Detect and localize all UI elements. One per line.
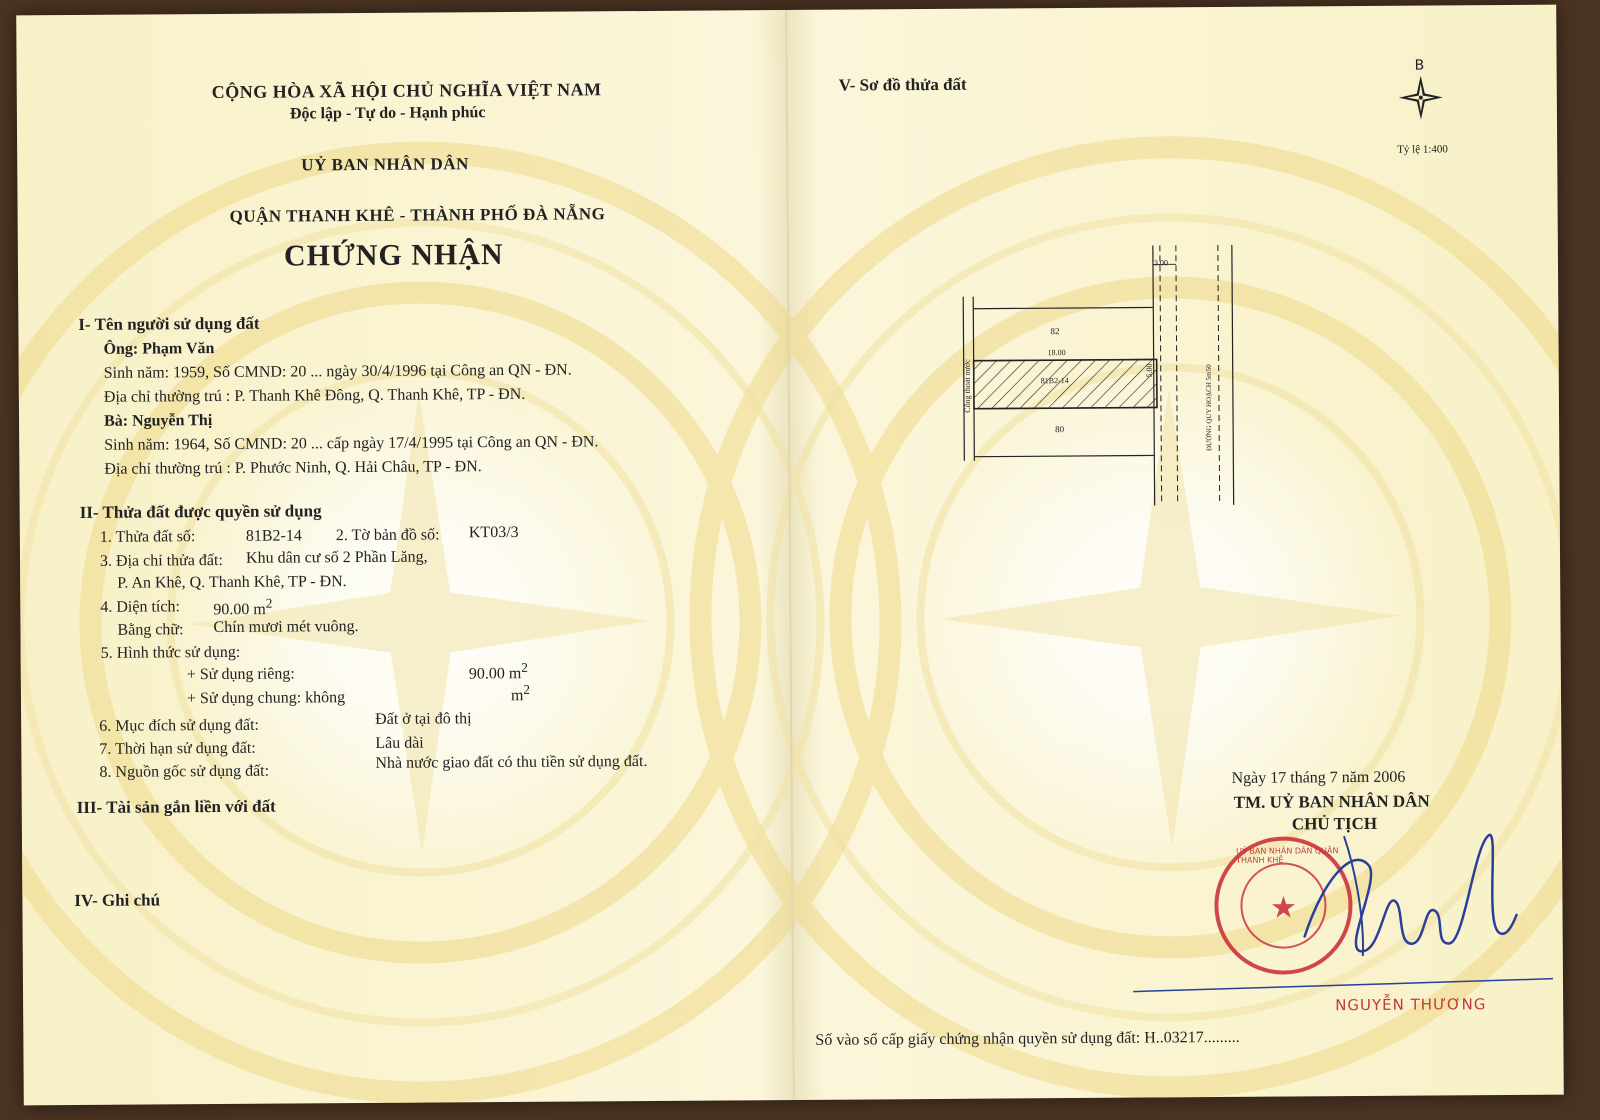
parcel-label: 1. Thửa đất số: bbox=[99, 528, 196, 546]
national-title: CỘNG HÒA XÃ HỘI CHỦ NGHĨA VIỆT NAM bbox=[211, 79, 602, 103]
private-use-value: 90.00 m bbox=[468, 665, 522, 683]
stamp-star-icon: ★ bbox=[1269, 891, 1298, 925]
parcel-value: 81B2-14 bbox=[245, 527, 302, 545]
registry-number: Số vào sổ cấp giấy chứng nhận quyền sử dụng đất: H..03217......... bbox=[815, 1028, 1240, 1049]
signature-underline bbox=[1133, 973, 1553, 996]
dim-depth: 5.00 bbox=[1144, 363, 1154, 378]
words-value: Chín mươi mét vuông. bbox=[213, 618, 359, 637]
authority: UỶ BAN NHÂN DÂN bbox=[301, 154, 469, 175]
certificate-page bbox=[16, 5, 1564, 1106]
map-value: KT03/3 bbox=[468, 523, 519, 542]
origin-value: Nhà nước giao đất có thu tiền sử dụng đất. bbox=[375, 753, 648, 772]
wife-row bbox=[104, 412, 212, 431]
purpose-label: 6. Mục đích sử dụng đất: bbox=[99, 716, 260, 735]
section-2-title: II- Thửa đất được quyền sử dụng bbox=[79, 501, 322, 522]
section-3-title: III- Tài sản gắn liền với đất bbox=[76, 796, 276, 817]
usage-form-label: 5. Hình thức sử dụng: bbox=[100, 643, 241, 662]
term-label: 7. Thời hạn sử dụng đất: bbox=[99, 739, 256, 758]
shared-use-value: m bbox=[510, 687, 524, 705]
origin-label: 8. Nguồn gốc sử dụng đất: bbox=[99, 762, 270, 781]
section-5-title: V- Sơ đồ thửa đất bbox=[838, 74, 967, 95]
motto: Độc lập - Tự do - Hạnh phúc bbox=[289, 104, 486, 123]
signature bbox=[1284, 805, 1525, 967]
signer-title: CHỦ TỊCH bbox=[1291, 813, 1378, 834]
signer-name: NGUYỄN THƯƠNG bbox=[1335, 995, 1487, 1015]
shared-use-label: + Sử dụng chung: không bbox=[186, 689, 346, 708]
private-use-label: + Sử dụng riêng: bbox=[186, 665, 295, 684]
dim-width: 18.00 bbox=[1047, 348, 1066, 358]
private-unit-sup: 2 bbox=[521, 659, 528, 675]
parcel-label-diagram: 81B2-14 bbox=[1040, 376, 1069, 386]
wife-label: Bà: bbox=[103, 412, 129, 430]
husband-address: Địa chỉ thường trú : P. Thanh Khê Đông, Q. Thanh Khê, TP - ĐN. bbox=[103, 385, 526, 406]
issue-date: Ngày 17 tháng 7 năm 2006 bbox=[1231, 768, 1406, 787]
shared-unit-sup: 2 bbox=[523, 681, 531, 697]
area-value: 90.00 m bbox=[213, 600, 266, 619]
address-label: 3. Địa chỉ thửa đất: bbox=[99, 551, 223, 570]
certificate-title: CHỨNG NHẬN bbox=[283, 237, 504, 273]
lot-80: 80 bbox=[1055, 424, 1065, 435]
stamp-text: UỶ BAN NHÂN DÂN QUẬN THANH KHÊ bbox=[1236, 846, 1339, 865]
left-road-label: Cống thoát nước bbox=[962, 359, 973, 413]
address-line-1: Khu dân cư số 2 Phần Lăng, bbox=[245, 548, 428, 567]
husband-birth: Sinh năm: 1959, Số CMND: 20 ... ngày 30/4/1996 tại Công an QN - ĐN. bbox=[103, 361, 572, 382]
address-line-2: P. An Khê, Q. Thanh Khê, TP - ĐN. bbox=[117, 573, 347, 592]
wife-birth: Sinh năm: 1964, Số CMND: 20 ... cấp ngày 17/4/1995 tại Công an QN - ĐN. bbox=[104, 433, 599, 454]
lot-82: 82 bbox=[1050, 326, 1060, 337]
private-use-row bbox=[469, 660, 528, 684]
parcel-diagram bbox=[948, 237, 1270, 529]
section-1-title: I- Tên người sử dụng đất bbox=[78, 313, 260, 334]
map-label: 2. Tờ bản đồ số: bbox=[335, 526, 440, 545]
district: QUẬN THANH KHÊ - THÀNH PHỐ ĐÀ NẴNG bbox=[229, 204, 606, 226]
area-label: 4. Diện tích: bbox=[100, 598, 180, 616]
compass-icon bbox=[1399, 75, 1443, 119]
signer-org: TM. UỶ BAN NHÂN DÂN bbox=[1233, 791, 1430, 812]
purpose-value: Đất ở tại đô thị bbox=[375, 710, 472, 728]
area-unit-sup: 2 bbox=[265, 595, 273, 611]
husband-label: Ông: bbox=[103, 340, 139, 358]
husband-name: Phạm Văn bbox=[142, 340, 215, 358]
area-row bbox=[213, 596, 272, 620]
right-road-label: ĐƯỜNG QUY HOẠCH 5m50 bbox=[1204, 364, 1214, 452]
wife-address: Địa chỉ thường trú : P. Phước Ninh, Q. Hải Châu, TP - ĐN. bbox=[104, 458, 482, 478]
section-4-title: IV- Ghi chú bbox=[74, 890, 161, 911]
term-value: Lâu dài bbox=[375, 734, 424, 752]
north-label: B bbox=[1414, 57, 1425, 74]
shared-use-row bbox=[511, 682, 530, 705]
dim-top: 3.00 bbox=[1153, 258, 1169, 268]
words-label: Bằng chữ: bbox=[117, 621, 184, 639]
husband-row bbox=[103, 340, 214, 359]
scale-label: Tỷ lệ 1:400 bbox=[1397, 143, 1448, 156]
wife-name: Nguyễn Thị bbox=[131, 412, 213, 430]
